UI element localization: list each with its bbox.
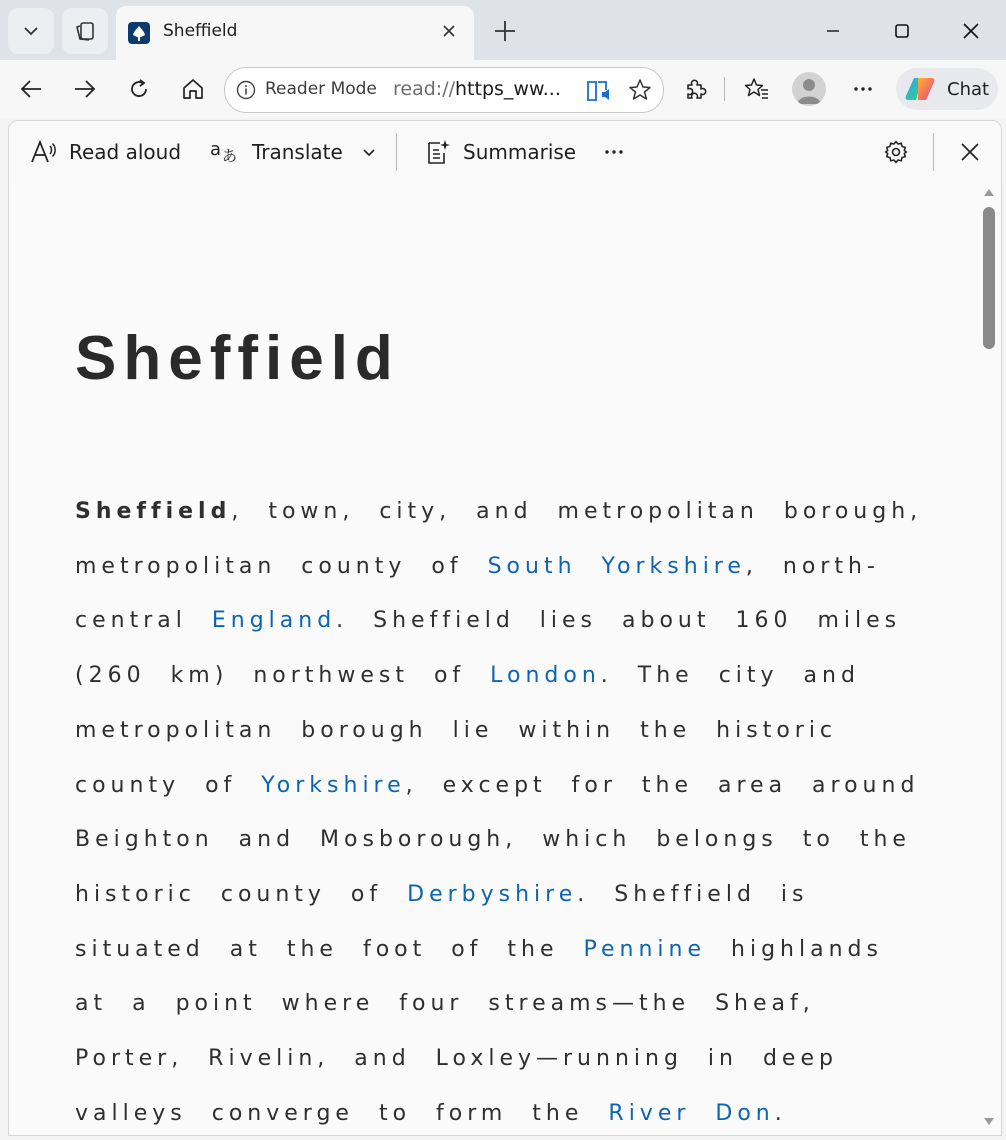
info-icon[interactable]: [236, 80, 256, 100]
chat-label: Chat: [947, 79, 990, 100]
read-aloud-label: Read aloud: [69, 140, 182, 164]
close-icon: [960, 142, 980, 162]
favorite-star-icon[interactable]: [627, 77, 653, 103]
svg-text:a: a: [210, 139, 222, 160]
toolbar-divider: [724, 77, 725, 101]
summarise-label: Summarise: [463, 140, 577, 164]
article-title: Sheffield: [75, 324, 400, 393]
home-icon: [181, 77, 205, 101]
copilot-chat-button[interactable]: [896, 68, 998, 110]
link-london[interactable]: London: [490, 663, 601, 689]
maximize-icon: [894, 23, 910, 39]
scroll-down-arrow-icon[interactable]: [984, 1118, 994, 1125]
reader-mode-label[interactable]: Reader Mode: [265, 79, 377, 99]
article: [75, 319, 925, 1136]
minimize-button[interactable]: [810, 10, 856, 52]
tab-title: Sheffield: [163, 21, 238, 41]
profile-avatar[interactable]: [792, 72, 826, 106]
read-aloud-icon: [29, 138, 57, 166]
new-tab-button[interactable]: [486, 12, 524, 50]
back-button[interactable]: [12, 70, 50, 108]
puzzle-icon: [683, 77, 707, 101]
link-pennine[interactable]: Pennine: [583, 936, 707, 962]
workspaces-button[interactable]: [62, 8, 108, 54]
copilot-logo-icon: [904, 76, 936, 102]
scrollbar-thumb[interactable]: [983, 207, 995, 349]
workspaces-icon: [72, 18, 98, 44]
home-button[interactable]: [174, 70, 212, 108]
link-south-yorkshire[interactable]: South Yorkshire: [487, 553, 746, 579]
link-england[interactable]: England: [211, 608, 337, 634]
translate-dropdown-button[interactable]: [354, 137, 384, 167]
chevron-down-icon: [21, 21, 41, 41]
reader-toolbar-divider: [396, 133, 397, 171]
arrow-left-icon: [18, 76, 44, 102]
gear-icon: [883, 139, 909, 165]
minimize-icon: [826, 24, 840, 38]
user-icon: [792, 72, 826, 106]
link-yorkshire[interactable]: Yorkshire: [261, 772, 406, 798]
close-icon: [441, 23, 457, 39]
close-tab-button[interactable]: [434, 16, 464, 46]
favorites-icon: [743, 76, 769, 102]
read-aloud-button[interactable]: [29, 135, 181, 169]
navigation-bar: [0, 60, 1006, 118]
arrow-right-icon: [72, 76, 98, 102]
tab-sheffield[interactable]: [116, 6, 474, 60]
britannica-favicon-icon: [128, 22, 150, 44]
maximize-button[interactable]: [879, 10, 925, 52]
reader-settings-button[interactable]: [881, 137, 911, 167]
address-bar[interactable]: [224, 67, 664, 113]
translate-button[interactable]: [210, 135, 343, 169]
tab-actions-button[interactable]: [8, 8, 54, 54]
forward-button[interactable]: [66, 70, 104, 108]
reader-content-pane: [8, 120, 1002, 1136]
close-window-button[interactable]: [948, 10, 994, 52]
immersive-reader-icon[interactable]: [585, 78, 613, 104]
article-term: Sheffield: [75, 499, 232, 524]
close-reader-button[interactable]: [955, 137, 985, 167]
more-horizontal-icon: [851, 77, 875, 101]
translate-icon: [210, 138, 240, 166]
more-horizontal-icon: [602, 140, 626, 164]
refresh-button[interactable]: [120, 70, 158, 108]
link-derbyshire[interactable]: Derbyshire: [407, 881, 578, 907]
chevron-down-icon: [361, 144, 377, 160]
translate-label: Translate: [252, 140, 343, 164]
url-text[interactable]: read://https_ww...: [393, 78, 561, 100]
extensions-button[interactable]: [676, 70, 714, 108]
reader-more-button[interactable]: [599, 137, 629, 167]
plus-icon: [493, 19, 517, 43]
link-river-don[interactable]: River Don: [608, 1100, 775, 1126]
refresh-icon: [127, 77, 151, 101]
scroll-up-arrow-icon[interactable]: [984, 189, 994, 196]
more-options-button[interactable]: [844, 70, 882, 108]
article-paragraph: Sheffield, town, city, and metropolitan borough, metropolitan county of South Yorkshire, north-central England. Sheffield lies about 160 miles (260 km) northwest of London. The city and metropolitan borough lie within the historic county of Yorkshire, except for the area around Beighton and Mosborough, which belongs to the historic county of Derbyshire. Sheffield is situated at the foot of the Pennine highlands at a point where four streams—the Sheaf, Porter, Rivelin, and Loxley—running in deep valleys converge to form the River Don.: [75, 499, 923, 1126]
reader-toolbar: [9, 121, 1001, 183]
close-icon: [962, 22, 980, 40]
tab-bar: [0, 0, 1006, 60]
favorites-button[interactable]: [737, 70, 775, 108]
summarise-button[interactable]: [425, 135, 576, 169]
reader-toolbar-divider: [933, 133, 934, 171]
svg-text:あ: あ: [222, 147, 238, 165]
summarise-icon: [425, 138, 451, 166]
